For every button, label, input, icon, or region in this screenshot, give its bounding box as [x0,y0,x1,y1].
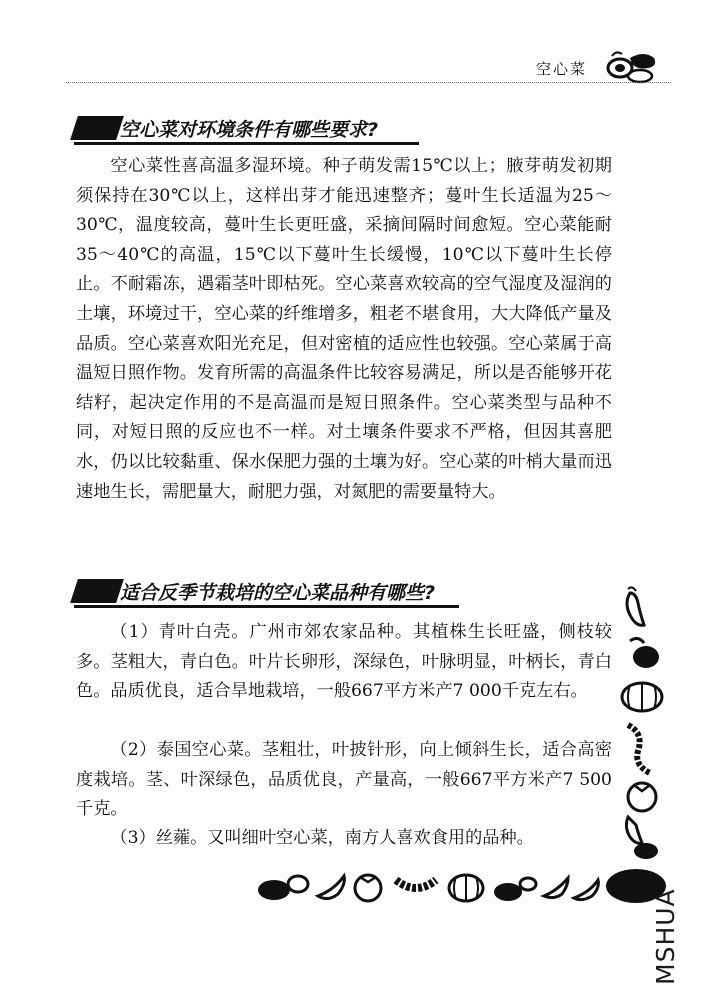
section-heading-text: 空心菜对环境条件有哪些要求? [120,119,379,141]
pumpkin-icon [622,683,662,711]
section-heading-text: 适合反季节栽培的空心菜品种有哪些? [120,582,436,604]
tomato-icon [355,875,381,901]
pepper-icon [544,878,568,898]
eggplant-icon [630,638,659,668]
section-heading-varieties [74,575,434,607]
pepper-icon [574,880,598,900]
side-vegetable-column [616,585,672,860]
running-title: 空心菜 [536,60,588,78]
paragraph: （1）青叶白壳。广州市郊农家品种。其植株生长旺盛，侧枝较多。茎粗大，青白色。叶片长卵形，深绿色，叶脉明显，叶柄长，青白色。品质优良，适合旱地栽培，一般667平方米产7 000千克左右。 [76,622,612,702]
bottom-vegetable-row [256,866,668,906]
watermark: MSHUA [651,888,680,985]
vegetable-cluster-icon [604,46,660,86]
eggplant-icon [258,876,308,900]
paragraph: （3）丝蕹。又叫细叶空心菜，南方人喜欢食用的品种。 [110,828,534,848]
paragraph: 空心菜性喜高温多湿环境。种子萌发需15℃以上；腋芽萌发初期须保持在30℃以上，这样出芽才能迅速整齐；蔓叶生长适温为25～30℃，温度较高，蔓叶生长更旺盛，采摘间隔时间愈短。空心菜能耐35～40℃的高温，15℃以下蔓叶生长缓慢，10℃以下蔓叶生长停止。不耐霜冻，遇霜茎叶即枯死。空心菜喜欢较高的空气湿度及湿润的土壤，环境过干，空心菜的纤维增多，粗老不堪食用，大大降低产量及品质。空心菜喜欢阳光充足，但对密植的适应性也较强。空心菜属于高温短日照作物。发育所需的高温条件比较容易满足，所以是否能够开花结籽，起决定作用的不是高温而是短日照条件。空心菜类型与品种不同，对短日照的反应也不一样。对土壤条件要求不严格，但因其喜肥水，仍以比较黏重、保水保肥力强的土壤为好。空心菜的叶梢大量而迅速地生长，需肥量大，耐肥力强，对氮肥的需要量特大。 [76,156,612,502]
heading-underline [74,142,419,145]
bitter-melon-icon [628,725,650,773]
pepper-icon [626,817,642,843]
section-heading-environment [74,112,434,144]
eggplant-icon [494,878,536,901]
heading-underline [74,605,459,608]
tomato-icon [628,783,656,811]
heading-marker-bar [70,116,124,140]
heading-marker-bar [70,579,124,603]
header-rule [66,82,671,83]
pumpkin-icon [449,875,483,901]
bitter-melon-icon [396,880,436,888]
paragraph: （2）泰国空心菜。茎粗壮，叶披针形，向上倾斜生长，适合高密度栽培。茎、叶深绿色，品质优良，产量高，一般667平方米产7 500千克。 [76,740,612,820]
pepper-icon [627,587,644,625]
pepper-icon [318,876,344,899]
